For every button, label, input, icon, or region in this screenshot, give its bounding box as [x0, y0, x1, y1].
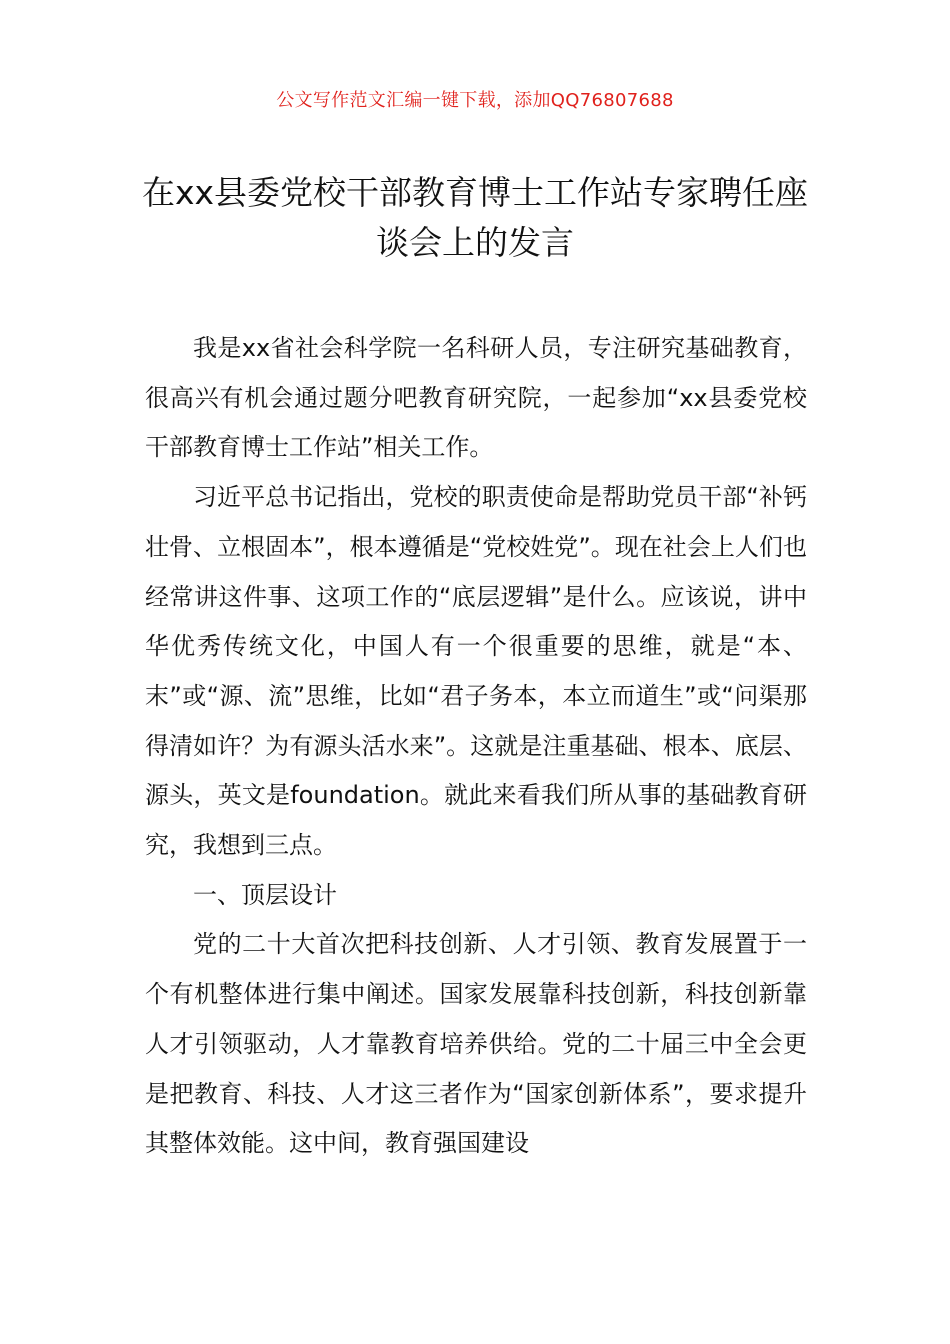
section-heading-1: 一、顶层设计 [193, 880, 337, 909]
paragraph-section-1: 党的二十大首次把科技创新、人才引领、教育发展置于一个有机整体进行集中阐述。国家发展靠科技创新，科技创新靠人才引领驱动，人才靠教育培养供给。党的二十届三中全会更是把教育、科技、人才这三者作为“国家创新体系”，要求提升其整体效能。这中间，教育强国建设 [145, 930, 807, 1158]
paragraph-context: 习近平总书记指出，党校的职责使命是帮助党员干部“补钙壮骨、立根固本”，根本遵循是“党校姓党”。现在社会上人们也经常讲这件事、这项工作的“底层逻辑”是什么。应该说，讲中华优秀传统文化，中国人有一个很重要的思维，就是“本、末”或“源、流”思维，比如“君子务本，本立而道生”或“问渠那得清如许？为有源头活水来”。这就是注重基础、根本、底层、源头，英文是foundation。就此来看我们所从事的基础教育研究，我想到三点。 [145, 483, 807, 860]
document-body [145, 324, 807, 1169]
document-title: 在xx县委党校干部教育博士工作站专家聘任座谈会上的发言 [141, 173, 809, 262]
paragraph-intro: 我是xx省社会科学院一名科研人员，专注研究基础教育，很高兴有机会通过题分吧教育研究院，一起参加“xx县委党校干部教育博士工作站”相关工作。 [145, 334, 807, 462]
download-promo-note: 公文写作范文汇编一键下载，添加QQ76807688 [276, 90, 674, 111]
